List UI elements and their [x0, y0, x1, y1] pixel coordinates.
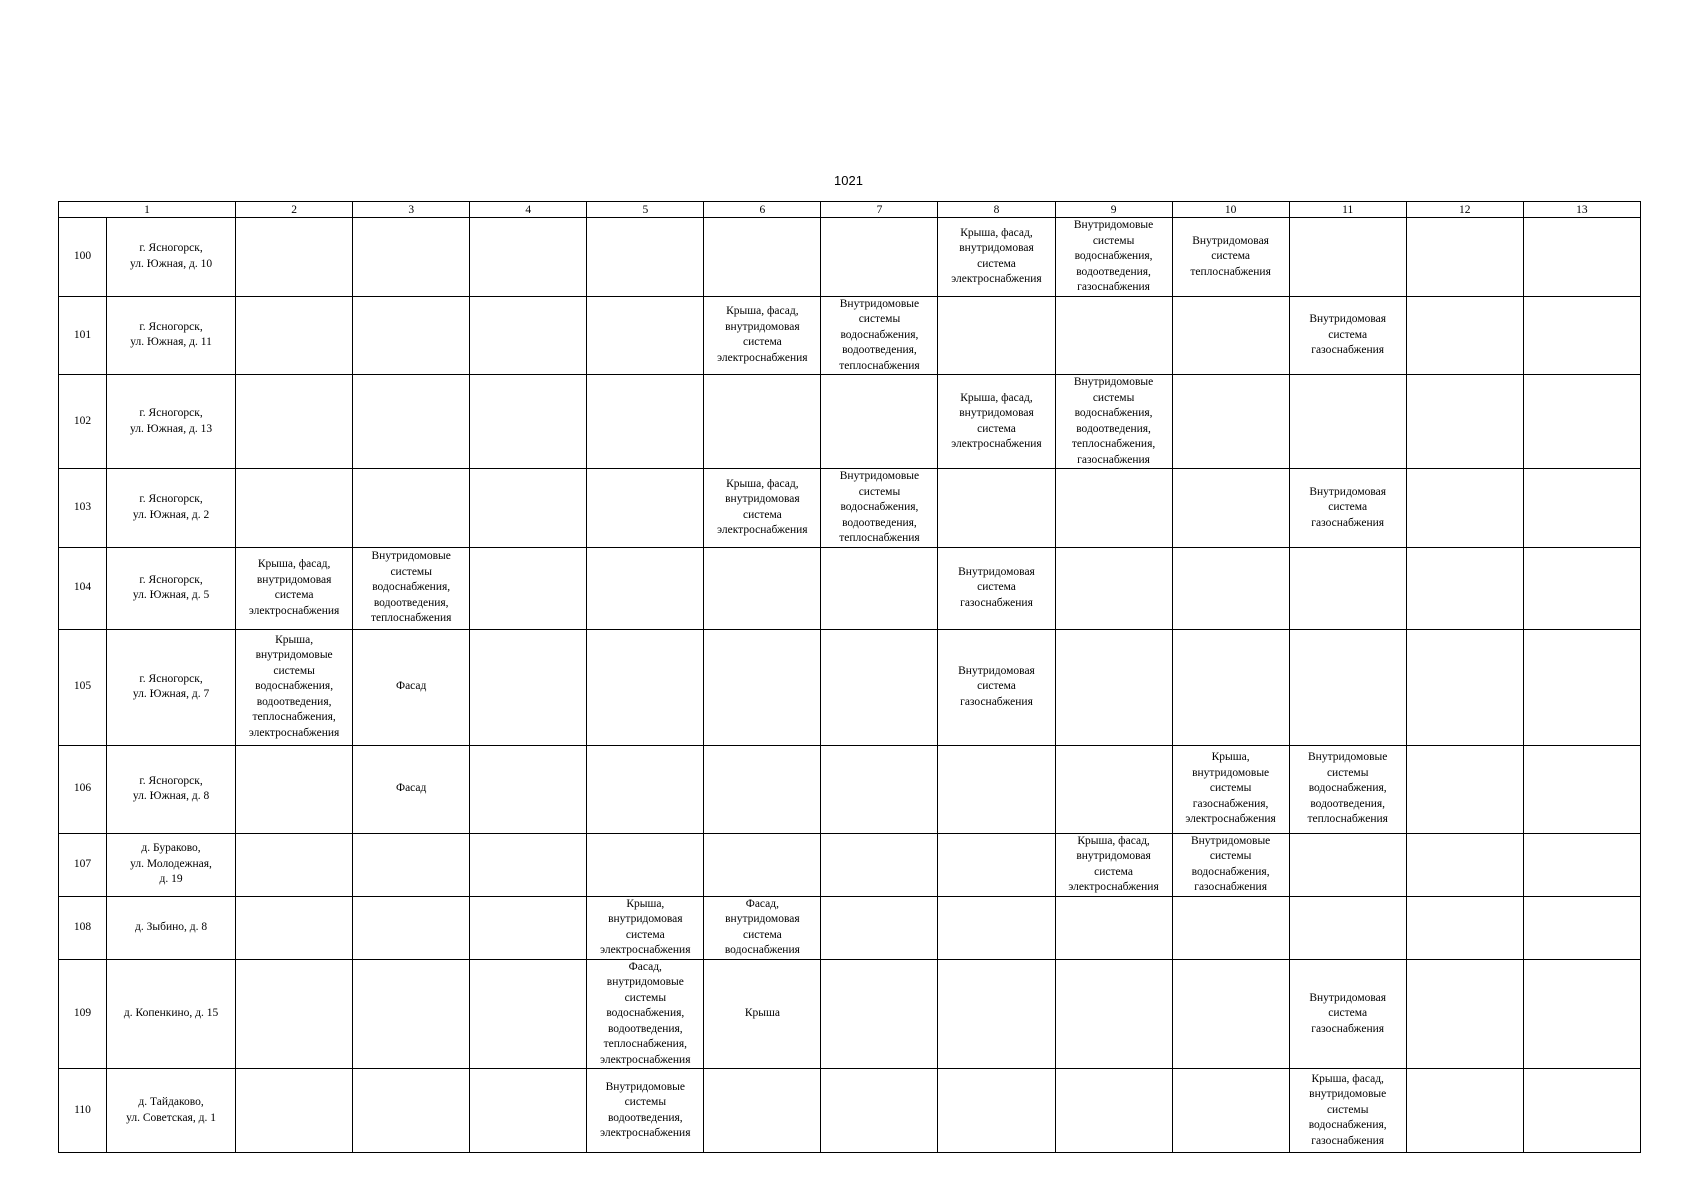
address-cell: д. Копенкино, д. 15	[107, 959, 236, 1069]
column-header: 6	[704, 202, 821, 218]
work-cell: Внутридомовые системы водоснабжения, водоотведения, теплоснабжения, газоснабжения	[1055, 375, 1172, 469]
work-cell	[938, 959, 1055, 1069]
work-cell: Крыша, внутридомовые системы водоснабжения, водоотведения, теплоснабжения, электроснабжения	[236, 629, 353, 745]
work-cell: Внутридомовые системы водоснабжения, водоотведения, теплоснабжения	[353, 547, 470, 629]
header-row	[59, 202, 1641, 218]
row-number: 100	[59, 218, 107, 297]
work-cell	[1523, 745, 1640, 833]
work-cell	[587, 218, 704, 297]
work-cell: Внутридомовая система теплоснабжения	[1172, 218, 1289, 297]
column-header: 4	[470, 202, 587, 218]
repair-schedule-table	[58, 201, 1641, 1153]
work-cell	[353, 896, 470, 959]
row-number: 107	[59, 833, 107, 896]
work-cell	[1055, 896, 1172, 959]
work-cell	[1172, 469, 1289, 548]
column-header: 3	[353, 202, 470, 218]
work-cell	[587, 296, 704, 375]
work-cell	[587, 629, 704, 745]
work-cell: Крыша, фасад, внутридомовые системы водоснабжения, газоснабжения	[1289, 1069, 1406, 1153]
page-number: 1021	[834, 173, 863, 188]
column-header: 5	[587, 202, 704, 218]
work-cell	[1406, 547, 1523, 629]
address-cell: г. Ясногорск, ул. Южная, д. 13	[107, 375, 236, 469]
row-number: 110	[59, 1069, 107, 1153]
work-cell	[1172, 375, 1289, 469]
work-cell	[353, 833, 470, 896]
work-cell	[1406, 1069, 1523, 1153]
work-cell	[1406, 896, 1523, 959]
work-cell	[1055, 959, 1172, 1069]
work-cell	[1055, 1069, 1172, 1153]
work-cell	[704, 547, 821, 629]
work-cell	[821, 745, 938, 833]
address-cell: г. Ясногорск, ул. Южная, д. 5	[107, 547, 236, 629]
address-cell: г. Ясногорск, ул. Южная, д. 2	[107, 469, 236, 548]
work-cell	[236, 959, 353, 1069]
work-cell	[470, 375, 587, 469]
work-cell	[704, 218, 821, 297]
column-header: 8	[938, 202, 1055, 218]
work-cell: Крыша	[704, 959, 821, 1069]
work-cell	[236, 896, 353, 959]
work-cell	[1523, 469, 1640, 548]
work-cell: Внутридомовая система газоснабжения	[1289, 296, 1406, 375]
row-number: 103	[59, 469, 107, 548]
work-cell	[1289, 218, 1406, 297]
work-cell	[353, 959, 470, 1069]
work-cell	[1523, 296, 1640, 375]
work-cell: Крыша, фасад, внутридомовая система электроснабжения	[1055, 833, 1172, 896]
table-row	[59, 469, 1641, 548]
work-cell: Фасад, внутридомовая система водоснабжения	[704, 896, 821, 959]
row-number: 102	[59, 375, 107, 469]
row-number: 106	[59, 745, 107, 833]
work-cell	[1406, 959, 1523, 1069]
work-cell: Крыша, фасад, внутридомовая система электроснабжения	[236, 547, 353, 629]
work-cell	[1172, 1069, 1289, 1153]
work-cell	[938, 745, 1055, 833]
work-cell: Крыша, внутридомовая система электроснабжения	[587, 896, 704, 959]
work-cell	[353, 469, 470, 548]
row-number: 109	[59, 959, 107, 1069]
work-cell	[353, 375, 470, 469]
work-cell	[470, 218, 587, 297]
work-cell	[470, 629, 587, 745]
work-cell	[1406, 469, 1523, 548]
work-cell: Крыша, фасад, внутридомовая система электроснабжения	[704, 469, 821, 548]
work-cell	[821, 1069, 938, 1153]
work-cell	[704, 629, 821, 745]
table-row	[59, 896, 1641, 959]
work-cell	[470, 1069, 587, 1153]
table-row	[59, 375, 1641, 469]
work-cell	[236, 745, 353, 833]
work-cell	[1289, 547, 1406, 629]
work-cell	[704, 1069, 821, 1153]
work-cell: Фасад, внутридомовые системы водоснабжения, водоотведения, теплоснабжения, электроснабжения	[587, 959, 704, 1069]
work-cell	[236, 469, 353, 548]
table-row	[59, 959, 1641, 1069]
column-header: 7	[821, 202, 938, 218]
work-cell	[587, 469, 704, 548]
work-cell	[1523, 896, 1640, 959]
column-header: 2	[236, 202, 353, 218]
work-cell	[236, 833, 353, 896]
work-cell	[1523, 1069, 1640, 1153]
work-cell	[587, 375, 704, 469]
work-cell	[1406, 629, 1523, 745]
table-row	[59, 1069, 1641, 1153]
row-number: 101	[59, 296, 107, 375]
row-number: 104	[59, 547, 107, 629]
work-cell	[236, 1069, 353, 1153]
work-cell	[1172, 959, 1289, 1069]
row-number: 108	[59, 896, 107, 959]
work-cell	[1289, 629, 1406, 745]
work-cell	[1523, 218, 1640, 297]
work-cell	[587, 833, 704, 896]
work-cell	[1172, 896, 1289, 959]
column-header: 12	[1406, 202, 1523, 218]
work-cell	[353, 218, 470, 297]
work-cell: Внутридомовые системы водоснабжения, водоотведения, теплоснабжения	[821, 296, 938, 375]
work-cell	[1523, 547, 1640, 629]
work-cell	[587, 547, 704, 629]
work-cell	[1406, 218, 1523, 297]
work-cell	[1055, 469, 1172, 548]
work-cell	[236, 218, 353, 297]
work-cell: Крыша, внутридомовые системы газоснабжения, электроснабжения	[1172, 745, 1289, 833]
work-cell: Внутридомовая система газоснабжения	[938, 547, 1055, 629]
work-cell	[1172, 629, 1289, 745]
work-cell	[821, 833, 938, 896]
work-cell	[470, 745, 587, 833]
work-cell	[470, 469, 587, 548]
address-cell: г. Ясногорск, ул. Южная, д. 10	[107, 218, 236, 297]
column-header: 11	[1289, 202, 1406, 218]
work-cell	[1406, 745, 1523, 833]
work-cell: Внутридомовые системы водоснабжения, водоотведения, теплоснабжения	[821, 469, 938, 548]
work-cell	[1289, 896, 1406, 959]
work-cell	[353, 296, 470, 375]
work-cell	[236, 375, 353, 469]
address-cell: г. Ясногорск, ул. Южная, д. 11	[107, 296, 236, 375]
address-cell: д. Бураково, ул. Молодежная, д. 19	[107, 833, 236, 896]
work-cell	[470, 296, 587, 375]
work-cell: Внутридомовая система газоснабжения	[938, 629, 1055, 745]
work-cell	[1289, 833, 1406, 896]
work-cell: Внутридомовые системы водоснабжения, водоотведения, газоснабжения	[1055, 218, 1172, 297]
work-cell	[236, 296, 353, 375]
work-cell: Крыша, фасад, внутридомовая система электроснабжения	[938, 218, 1055, 297]
table-row	[59, 218, 1641, 297]
address-cell: г. Ясногорск, ул. Южная, д. 8	[107, 745, 236, 833]
work-cell: Внутридомовые системы водоснабжения, газоснабжения	[1172, 833, 1289, 896]
work-cell	[1406, 375, 1523, 469]
address-cell: г. Ясногорск, ул. Южная, д. 7	[107, 629, 236, 745]
work-cell	[938, 469, 1055, 548]
work-cell	[1523, 375, 1640, 469]
work-cell	[1523, 629, 1640, 745]
work-cell	[1055, 745, 1172, 833]
work-cell	[821, 547, 938, 629]
work-cell: Фасад	[353, 629, 470, 745]
address-cell: д. Зыбино, д. 8	[107, 896, 236, 959]
work-cell	[587, 745, 704, 833]
work-cell	[470, 896, 587, 959]
work-cell	[1289, 375, 1406, 469]
work-cell	[821, 959, 938, 1069]
work-cell	[821, 218, 938, 297]
column-header: 1	[59, 202, 236, 218]
work-cell	[470, 959, 587, 1069]
work-cell: Крыша, фасад, внутридомовая система электроснабжения	[938, 375, 1055, 469]
work-cell: Внутридомовая система газоснабжения	[1289, 959, 1406, 1069]
work-cell	[1406, 296, 1523, 375]
table-row	[59, 745, 1641, 833]
work-cell: Внутридомовая система газоснабжения	[1289, 469, 1406, 548]
table-row	[59, 296, 1641, 375]
table-row	[59, 833, 1641, 896]
table-row	[59, 547, 1641, 629]
work-cell	[470, 833, 587, 896]
work-cell	[704, 833, 821, 896]
work-cell	[821, 375, 938, 469]
column-header: 10	[1172, 202, 1289, 218]
work-cell	[821, 896, 938, 959]
work-cell	[938, 833, 1055, 896]
work-cell: Внутридомовые системы водоотведения, электроснабжения	[587, 1069, 704, 1153]
row-number: 105	[59, 629, 107, 745]
work-cell: Фасад	[353, 745, 470, 833]
work-cell	[1523, 959, 1640, 1069]
work-cell	[1172, 547, 1289, 629]
table-row	[59, 629, 1641, 745]
work-cell	[938, 1069, 1055, 1153]
work-cell	[1172, 296, 1289, 375]
work-cell	[938, 296, 1055, 375]
work-cell	[704, 375, 821, 469]
work-cell	[353, 1069, 470, 1153]
work-cell	[1055, 629, 1172, 745]
work-cell	[1523, 833, 1640, 896]
work-cell	[821, 629, 938, 745]
work-cell: Внутридомовые системы водоснабжения, водоотведения, теплоснабжения	[1289, 745, 1406, 833]
work-cell	[1055, 547, 1172, 629]
work-cell	[1406, 833, 1523, 896]
work-cell	[470, 547, 587, 629]
address-cell: д. Тайдаково, ул. Советская, д. 1	[107, 1069, 236, 1153]
work-cell: Крыша, фасад, внутридомовая система электроснабжения	[704, 296, 821, 375]
work-cell	[938, 896, 1055, 959]
work-cell	[1055, 296, 1172, 375]
column-header: 13	[1523, 202, 1640, 218]
work-cell	[704, 745, 821, 833]
column-header: 9	[1055, 202, 1172, 218]
